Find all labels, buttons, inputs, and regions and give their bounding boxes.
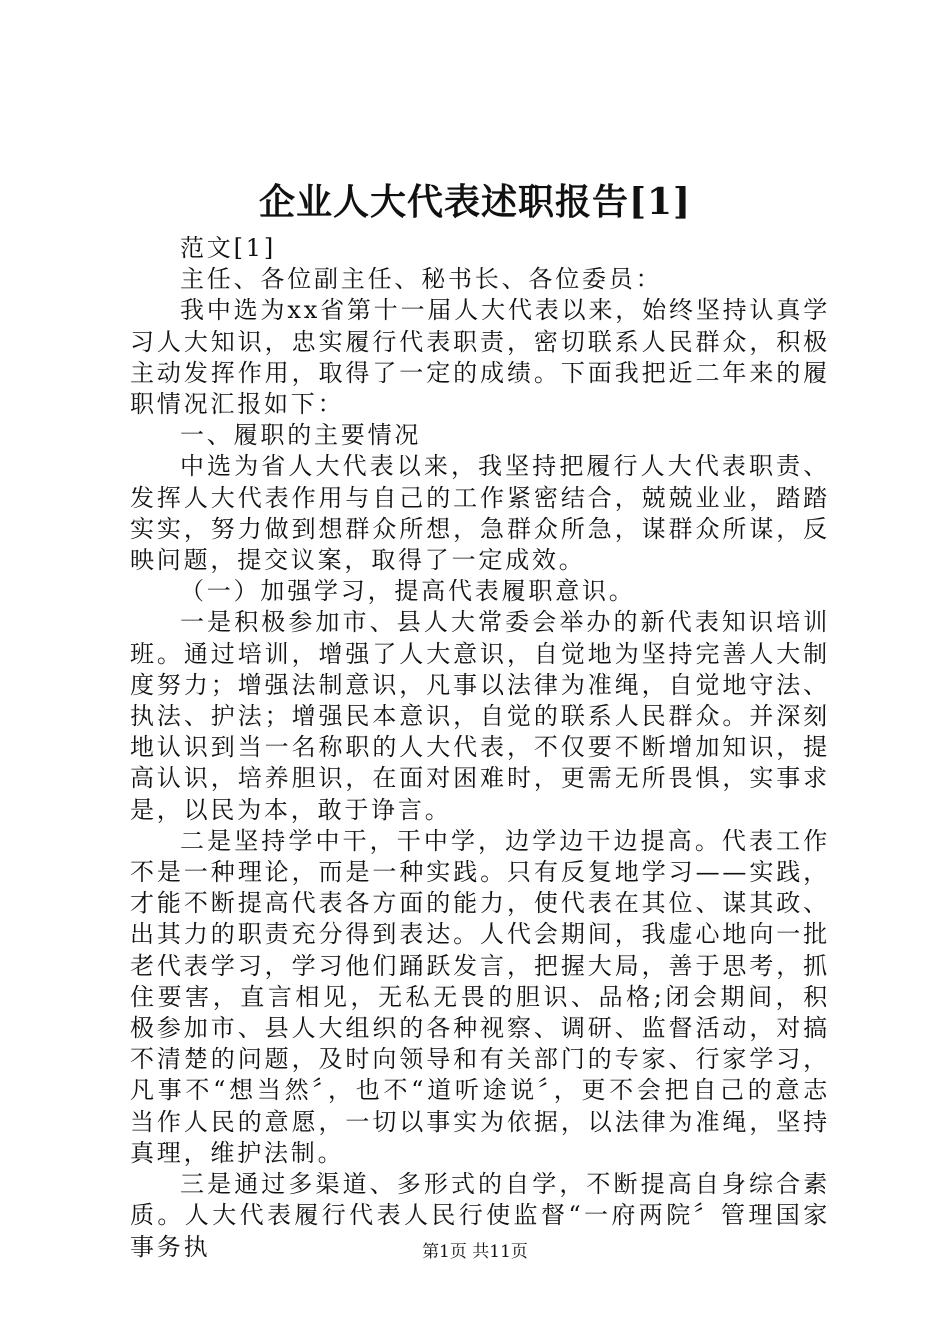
paragraph: （一）加强学习，提高代表履职意识。 — [180, 577, 636, 606]
paragraph: 中选为省人大代表以来，我坚持把履行人大代表职责、发挥人大代表作用与自己的工作紧密结合，兢兢业业，踏踏实实，努力做到想群众所想，急群众所急，谋群众所谋，反映问题，提交议案，取得了一定成效。 — [130, 452, 830, 575]
paragraph: 三是通过多渠道、多形式的自学，不断提高自身综合素质。人大代表履行代表人民行使监督“一府两院〞管理国家事务执 — [130, 1170, 830, 1261]
paragraph: 我中选为xx省第十一届人大代表以来，始终坚持认真学习人大知识，忠实履行代表职责，密切联系人民群众，积极主动发挥作用，取得了一定的成绩。下面我把近二年来的履职情况汇报如下： — [130, 296, 830, 419]
paragraph: 一、履职的主要情况 — [180, 421, 422, 450]
paragraph: 范文[1] — [180, 234, 276, 262]
paragraph: 一是积极参加市、县人大常委会举办的新代表知识培训班。通过培训，增强了人大意识，自觉地为坚持完善人大制度努力；增强法制意识，凡事以法律为准绳，自觉地守法、执法、护法；增强民本意识，自觉的联系人民群众。并深刻地认识到当一名称职的人大代表，不仅要不断增加知识，提高认识，培养胆识，在面对困难时，更需无所畏惧，实事求是，以民为本，敢于诤言。 — [130, 608, 830, 824]
paragraph: 主任、各位副主任、秘书长、各位委员： — [180, 265, 663, 294]
page-footer: 第1页 共11页 — [422, 1242, 528, 1262]
document-body — [130, 233, 830, 1263]
paragraph: 二是坚持学中干，干中学，边学边干边提高。代表工作不是一种理论，而是一种实践。只有反复地学习——实践，才能不断提高代表各方面的能力，使代表在其位、谋其政、出其力的职责充分得到表达。人代会期间，我虚心地向一批老代表学习，学习他们踊跃发言，把握大局，善于思考，抓住要害，直言相见，无私无畏的胆识、品格;闭会期间，积极参加市、县人大组织的各种视察、调研、监督活动，对搞不清楚的问题，及时向领导和有关部门的专家、行家学习，凡事不“想当然〞，也不“道听途说〞，更不会把自己的意志当作人民的意愿，一切以事实为依据，以法律为准绳，坚持真理，维护法制。 — [130, 826, 830, 1167]
document-title: 企业人大代表述职报告[1] — [258, 181, 692, 223]
